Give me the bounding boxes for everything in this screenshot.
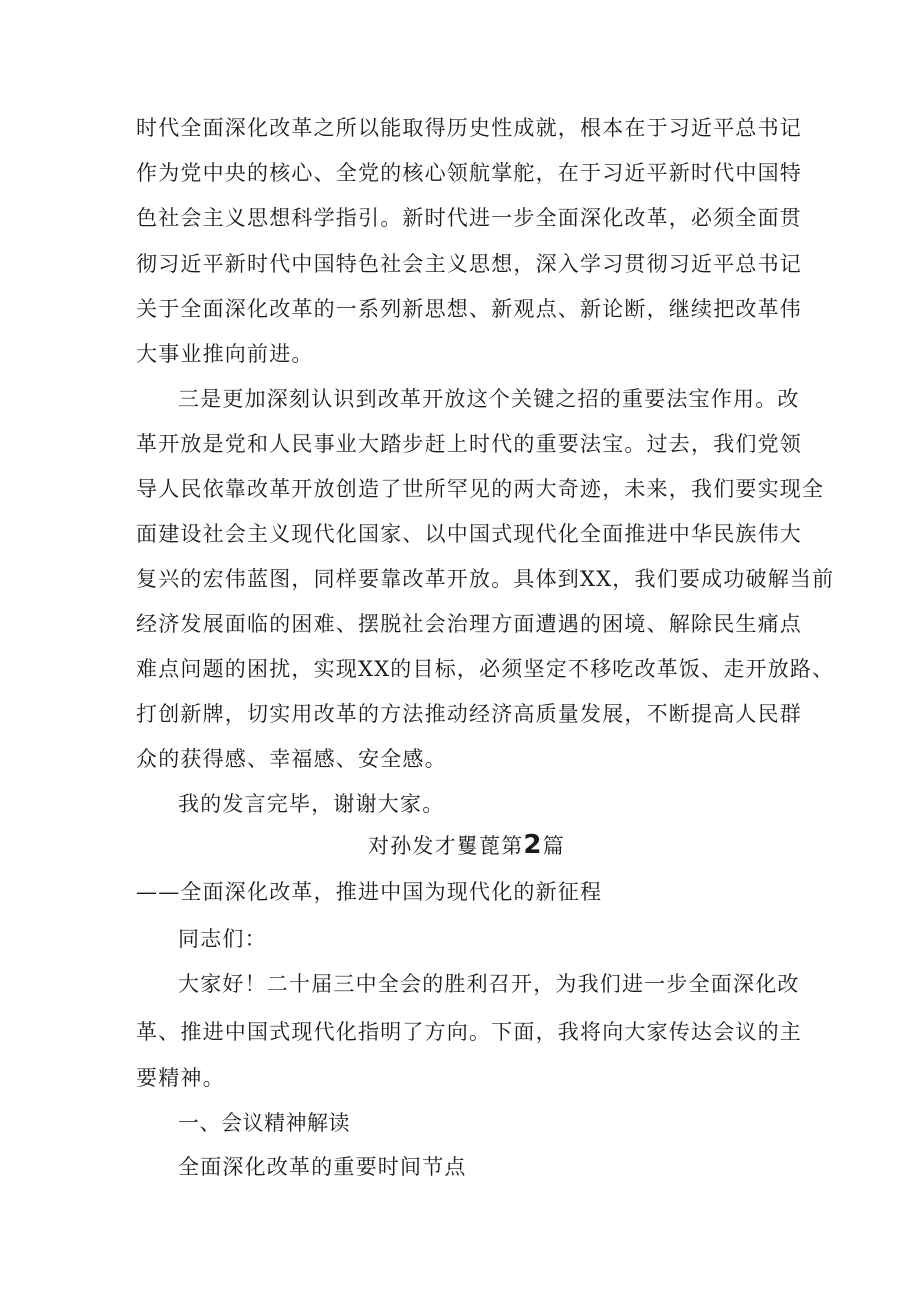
para2-line-8: 打创新牌，切实用改革的方法推动经济高质量发展，不断提高人民群 <box>136 702 802 726</box>
para2-line-3: 导人民依靠改革开放创造了世所罕见的两大奇迹，未来，我们要实现全 <box>136 477 825 501</box>
para1-line-5: 关于全面深化改革的一系列新思想、新观点、新论断，继续把改革伟 <box>136 297 802 321</box>
subheading-1: 全面深化改革的重要时间节点 <box>178 1155 467 1179</box>
para1-line-3: 色社会主义思想科学指引。新时代进一步全面深化改革，必须全面贯 <box>136 206 802 230</box>
para1-line-4: 彻习近平新时代中国特色社会主义思想，深入学习贯彻习近平总书记 <box>136 252 802 276</box>
section-title-prefix: 对孙发才矍蓖第 <box>368 834 524 858</box>
para1-line-1: 时代全面深化改革之所以能取得历史性成就，根本在于习近平总书记 <box>136 116 802 140</box>
para2-line-5: 复兴的宏伟蓝图，同样要靠改革开放。具体到XX，我们要成功破解当前 <box>136 567 835 591</box>
para2-line-6: 经济发展面临的困难、摆脱社会治理方面遭遇的困境、解除民生痛点 <box>136 612 802 636</box>
para3-line-2: 革、推进中国式现代化指明了方向。下面，我将向大家传达会议的主 <box>136 1020 802 1044</box>
section-title <box>368 830 565 861</box>
para1-line-6: 大事业推向前进。 <box>136 342 314 366</box>
section-title-suffix: 篇 <box>542 834 565 858</box>
para2-line-7: 难点问题的困扰，实现XX的目标，必须坚定不移吃改革饭、走开放路、 <box>136 657 835 681</box>
para2-line-9: 众的获得感、幸福感、安全感。 <box>136 747 447 771</box>
para2-line-4: 面建设社会主义现代化国家、以中国式现代化全面推进中华民族伟大 <box>136 522 802 546</box>
para1-line-2: 作为党中央的核心、全党的核心领航掌舵，在于习近平新时代中国特 <box>136 161 802 185</box>
subtitle: ——全面深化改革，推进中国为现代化的新征程 <box>136 880 603 904</box>
para3-line-3: 要精神。 <box>136 1066 225 1090</box>
para2-line-2: 革开放是党和人民事业大踏步赶上时代的重要法宝。过去，我们党领 <box>136 432 802 456</box>
salutation: 同志们： <box>178 927 267 951</box>
para2-line-1: 三是更加深刻认识到改革开放这个关键之招的重要法宝作用。改 <box>178 387 800 411</box>
closing-line: 我的发言完毕，谢谢大家。 <box>178 792 445 816</box>
para3-line-1: 大家好！二十届三中全会的胜利召开，为我们进一步全面深化改 <box>178 972 800 996</box>
heading-1: 一、会议精神解读 <box>178 1111 350 1135</box>
section-title-number: 2 <box>523 830 543 860</box>
